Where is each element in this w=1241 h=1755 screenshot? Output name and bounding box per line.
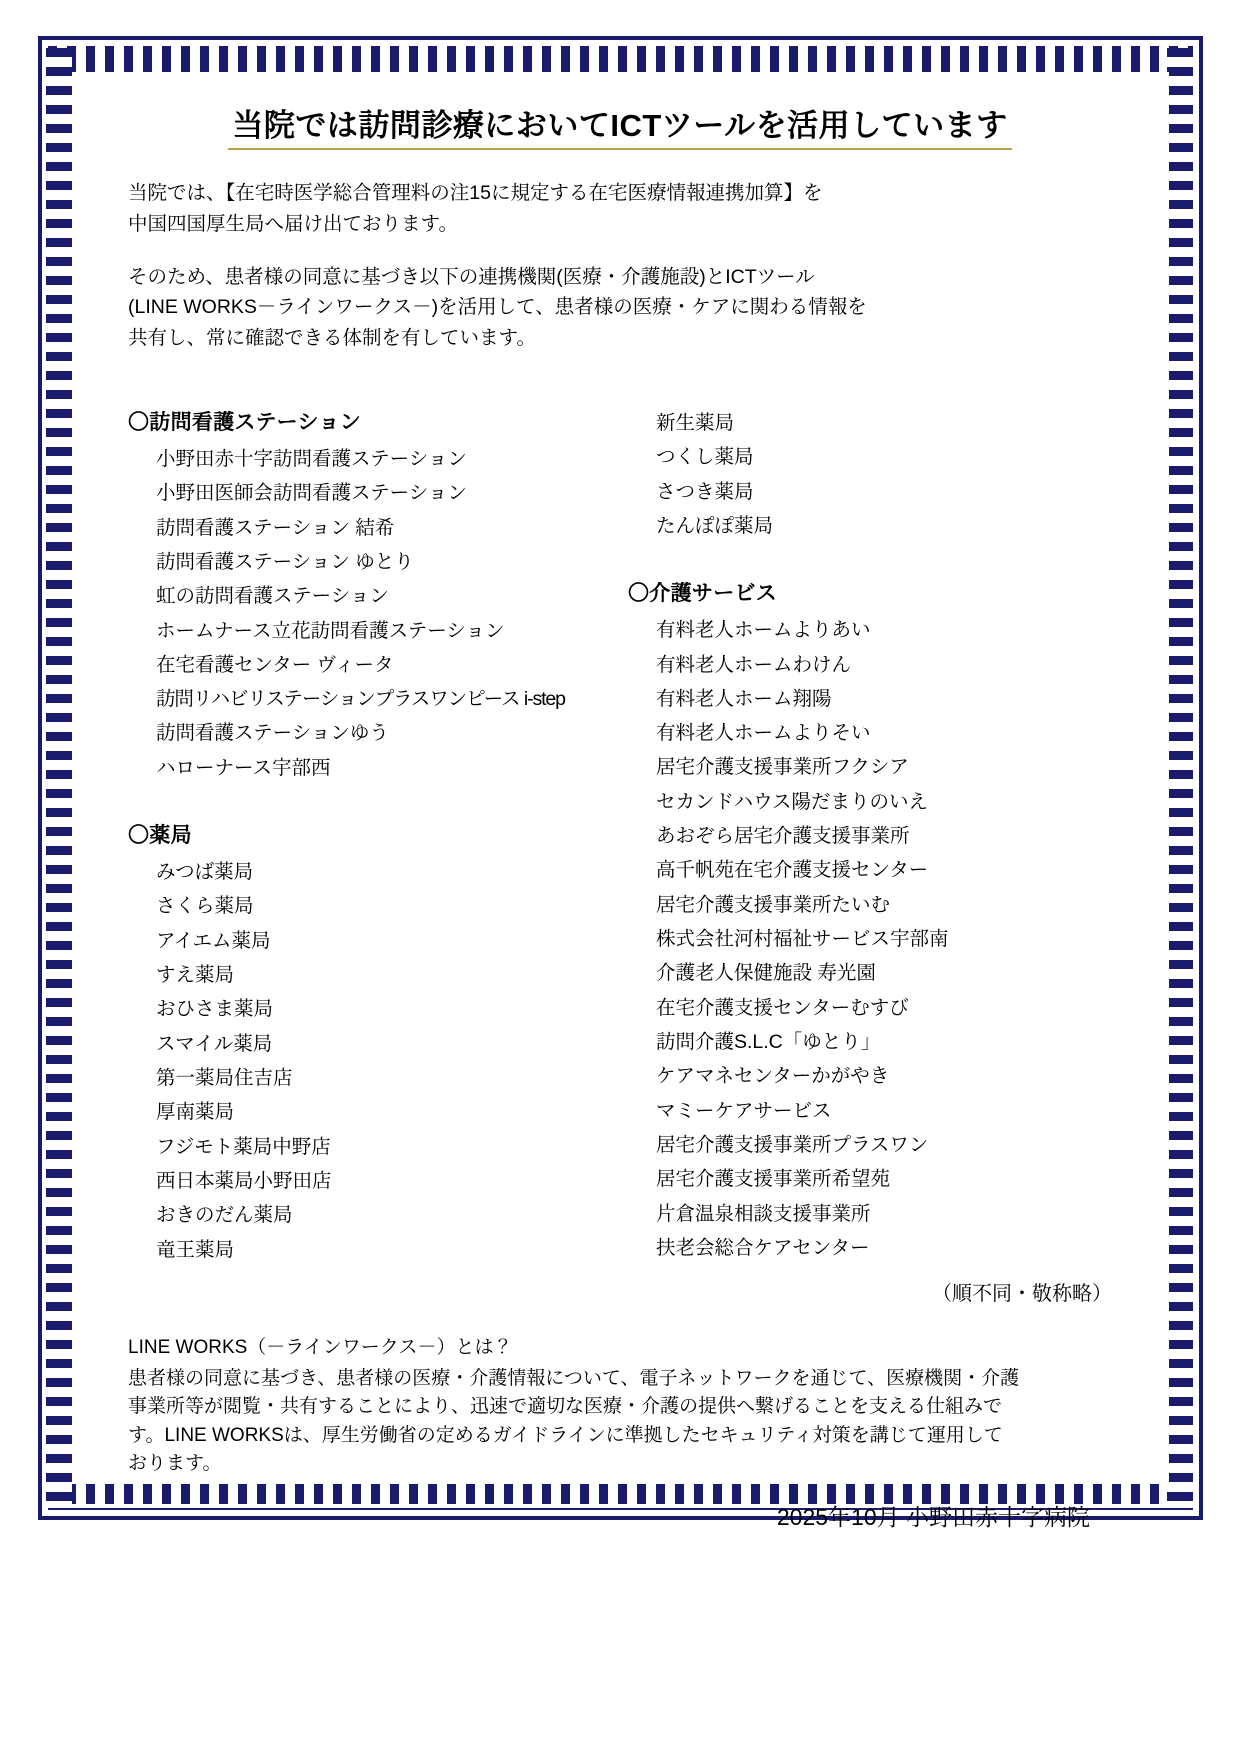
list-item: 在宅介護支援センターむすび	[656, 996, 909, 1019]
list-item: さくら薬局	[156, 895, 254, 918]
list-item: 株式会社河村福祉サービス宇部南	[656, 928, 949, 951]
page-title: 当院では訪問診療においてICTツールを活用しています	[228, 100, 1011, 150]
section-heading-care-service: 〇介護サービス	[628, 582, 778, 606]
list-item: 居宅介護支援事業所プラスワン	[656, 1133, 929, 1156]
list-item: 訪問看護ステーション ゆとり	[156, 550, 414, 573]
partner-columns	[128, 406, 1150, 1306]
intro-p2-line1: そのため、患者様の同意に基づき以下の連携機関(医療・介護施設)とICTツール	[128, 265, 815, 288]
list-item: 西日本薬局小野田店	[156, 1169, 332, 1192]
document-content	[90, 86, 1150, 1532]
list-pharmacy-continued	[628, 406, 1148, 543]
list-item: ケアマネセンターかがやき	[656, 1065, 890, 1088]
list-item: 訪問介護S.L.C「ゆとり」	[656, 1030, 881, 1053]
list-item: 介護老人保健施設 寿光園	[656, 962, 876, 985]
border-stitch-top	[48, 46, 1193, 72]
list-item: 高千帆苑在宅介護支援センター	[656, 859, 929, 882]
list-item: 片倉温泉相談支援事業所	[656, 1202, 871, 1225]
list-item: つくし薬局	[656, 446, 754, 469]
section-heading-visiting-nursing: 〇訪問看護ステーション	[128, 410, 362, 434]
list-item: 訪問看護ステーションゆう	[156, 722, 389, 745]
list-item: あおぞら居宅介護支援事業所	[656, 825, 910, 848]
list-item: セカンドハウス陽だまりのいえ	[656, 790, 929, 813]
list-item: 有料老人ホームわけん	[656, 653, 852, 676]
intro-p2-line2: (LINE WORKS－ラインワークス－)を活用して、患者様の医療・ケアに関わる情報を	[128, 296, 867, 319]
footer-question: LINE WORKS（－ラインワークス－）とは？	[128, 1337, 513, 1359]
list-item: 虹の訪問看護ステーション	[156, 585, 389, 608]
signature-line: 2025年10月 小野田赤十字病院	[776, 1503, 1090, 1530]
list-item: 小野田赤十字訪問看護ステーション	[156, 447, 467, 470]
list-item: たんぽぽ薬局	[656, 514, 774, 537]
list-item: 有料老人ホームよりあい	[656, 619, 871, 642]
list-item: 居宅介護支援事業所フクシア	[656, 756, 909, 779]
intro-p1-line1: 当院では、【在宅時医学総合管理料の注15に規定する在宅医療情報連携加算】を	[128, 182, 823, 204]
list-item: ハローナース宇部西	[156, 756, 331, 779]
list-item: 在宅看護センター ヴィータ	[156, 653, 394, 676]
border-stitch-left	[46, 48, 72, 1508]
order-note: （順不同・敬称略）	[932, 1283, 1112, 1306]
footer-line2: 事業所等が閲覧・共有することにより、迅速で適切な医療・介護の提供へ繋げることを支える仕組みで	[128, 1396, 1003, 1418]
list-item: さつき薬局	[656, 480, 754, 503]
section-heading-pharmacy: 〇薬局	[128, 824, 192, 848]
page-title-wrap	[90, 86, 1150, 154]
footer-body	[128, 1365, 1128, 1479]
list-item: 居宅介護支援事業所たいむ	[656, 893, 891, 916]
list-item: 厚南薬局	[156, 1101, 235, 1124]
border-stitch-right	[1167, 48, 1193, 1508]
list-visiting-nursing	[128, 442, 628, 785]
right-column	[628, 406, 1148, 1306]
list-item: 居宅介護支援事業所希望苑	[656, 1168, 891, 1191]
footer-line4: おります。	[128, 1453, 222, 1475]
list-item: 小野田医師会訪問看護ステーション	[156, 482, 467, 505]
intro-paragraph-1	[128, 178, 1150, 240]
intro-p1-line2: 中国四国厚生局へ届け出ております。	[128, 212, 458, 235]
list-pharmacy	[128, 855, 628, 1267]
list-item: おきのだん薬局	[156, 1204, 293, 1227]
list-item: 有料老人ホーム翔陽	[656, 687, 832, 710]
list-item: おひさま薬局	[156, 998, 274, 1021]
list-item: みつば薬局	[156, 861, 254, 884]
footer-explanation	[128, 1334, 1128, 1532]
list-item: 訪問看護ステーション 結希	[156, 516, 395, 539]
list-item: 有料老人ホームよりそい	[656, 722, 871, 745]
intro-p2-line3: 共有し、常に確認できる体制を有しています。	[128, 327, 536, 350]
list-care-service	[628, 613, 1148, 1265]
list-item: フジモト薬局中野店	[156, 1135, 331, 1158]
intro-paragraph-2	[128, 262, 1150, 354]
list-item: アイエム薬局	[156, 929, 271, 952]
footer-line3: す。LINE WORKSは、厚生労働省の定めるガイドラインに準拠したセキュリティ対策を講じて運用して	[128, 1424, 1003, 1446]
list-item: 新生薬局	[656, 411, 735, 434]
list-item: ホームナース立花訪問看護ステーション	[156, 619, 505, 642]
list-item: すえ薬局	[156, 964, 235, 987]
list-item: 第一薬局住吉店	[156, 1066, 293, 1089]
footer-line1: 患者様の同意に基づき、患者様の医療・介護情報について、電子ネットワークを通じて、医療機関・介護	[128, 1367, 1020, 1389]
list-item: スマイル薬局	[156, 1032, 273, 1055]
list-item: 竜王薬局	[156, 1238, 235, 1261]
list-item: 扶老会総合ケアセンター	[656, 1236, 870, 1259]
left-column	[128, 406, 628, 1306]
list-item: 訪問リハビリステーションプラスワンピース i-step	[156, 688, 565, 711]
list-item: マミーケアサービス	[656, 1099, 832, 1122]
